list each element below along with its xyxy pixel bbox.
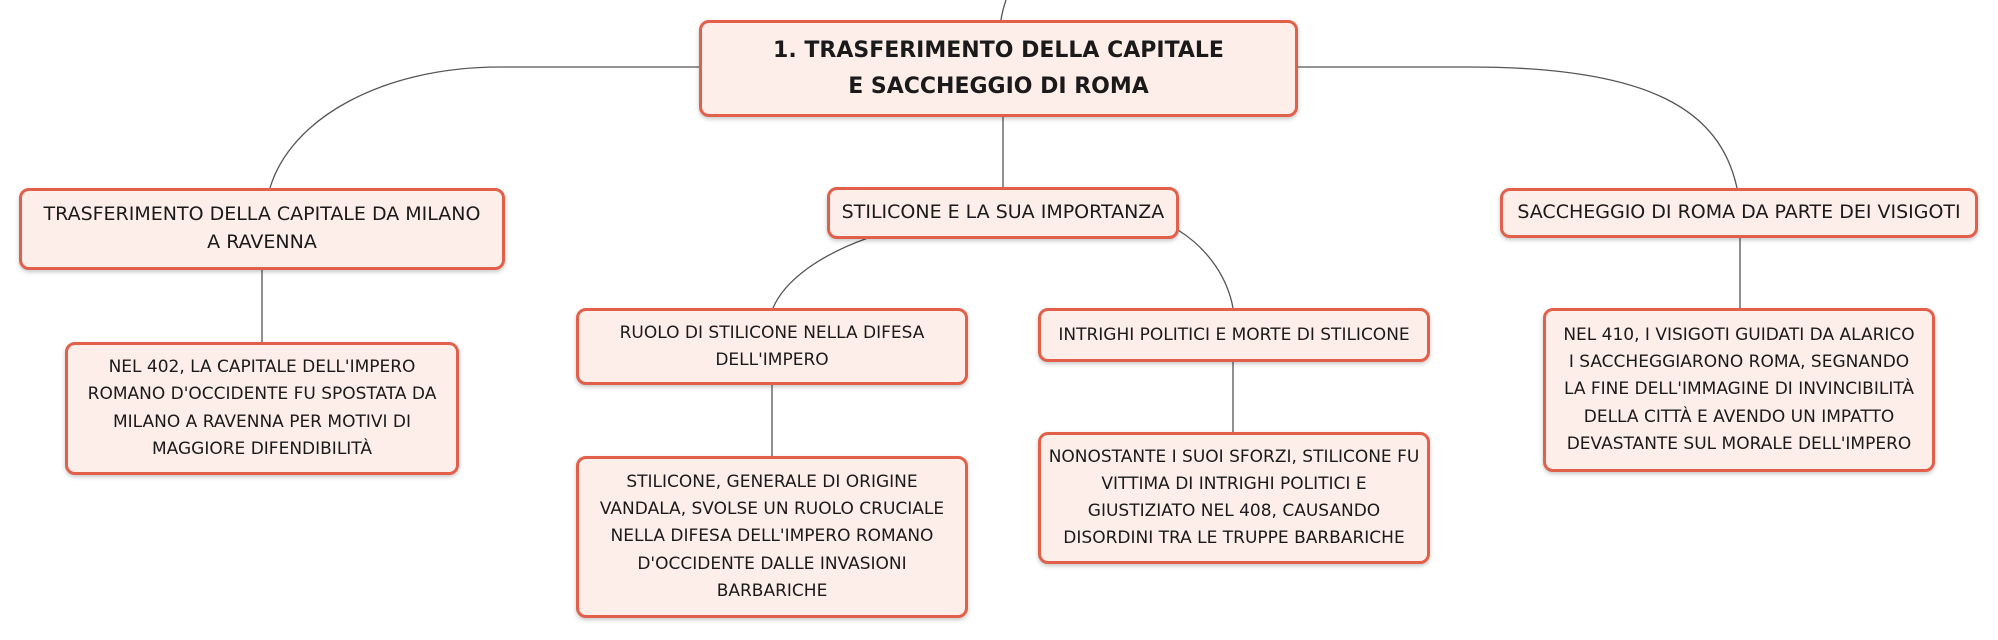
subtopic-stilicone-death-label: INTRIGHI POLITICI E MORTE DI STILICONE (1058, 324, 1410, 345)
connector-root-to-capital (270, 67, 699, 188)
subtopic-stilicone-role[interactable] (576, 308, 968, 385)
detail-stilicone-role[interactable] (576, 456, 968, 618)
detail-stilicone-role-text: STILICONE, GENERALE DI ORIGINE VANDALA, SVOLSE UN RUOLO CRUCIALE NELLA DIFESA DELL'IMPERO ROMANO D'OCCIDENTE DALLE INVASIONI BARBARICHE (599, 472, 945, 601)
connector-from-parent (1001, 0, 1006, 20)
detail-sack-410-text: NEL 410, I VISIGOTI GUIDATI DA ALARICO I SACCHEGGIARONO ROMA, SEGNANDO LA FINE DELL'IMMAGINE DI INVINCIBILITÀ DELLA CITTÀ E AVENDO UN IMPATTO DEVASTANTE SUL MORALE DELL'IMPERO (1563, 325, 1915, 454)
topic-stilicone[interactable] (827, 187, 1179, 239)
detail-sack-410[interactable] (1543, 308, 1935, 472)
topic-sack-of-rome[interactable] (1500, 188, 1978, 238)
detail-capital-402[interactable] (65, 342, 459, 475)
connector-root-to-sacco (1298, 67, 1737, 188)
detail-stilicone-death-text: NONOSTANTE I SUOI SFORZI, STILICONE FU VITTIMA DI INTRIGHI POLITICI E GIUSTIZIATO NEL 408, CAUSANDO DISORDINI TRA LE TRUPPE BARBARICHE (1048, 446, 1420, 549)
topic-capital-transfer[interactable] (19, 188, 505, 270)
topic-stilicone-label: STILICONE E LA SUA IMPORTANZA (841, 201, 1165, 224)
connector-stilicone-to-ruolo (773, 238, 868, 308)
subtopic-stilicone-role-label: RUOLO DI STILICONE NELLA DIFESA DELL'IMPERO (619, 323, 925, 370)
topic-sack-of-rome-label: SACCHEGGIO DI ROMA DA PARTE DEI VISIGOTI (1517, 201, 1961, 224)
root-topic[interactable] (699, 20, 1298, 117)
topic-capital-transfer-label: TRASFERIMENTO DELLA CAPITALE DA MILANO A RAVENNA (43, 203, 481, 253)
detail-capital-402-text: NEL 402, LA CAPITALE DELL'IMPERO ROMANO D'OCCIDENTE FU SPOSTATA DA MILANO A RAVENNA PER MOTIVI DI MAGGIORE DIFENDIBILITÀ (87, 357, 437, 459)
detail-stilicone-death[interactable] (1038, 432, 1430, 564)
subtopic-stilicone-death[interactable] (1038, 308, 1430, 362)
root-topic-title: 1. TRASFERIMENTO DELLA CAPITALE E SACCHEGGIO DI ROMA (773, 38, 1224, 99)
connector-stilicone-to-intrighi (1178, 230, 1233, 308)
